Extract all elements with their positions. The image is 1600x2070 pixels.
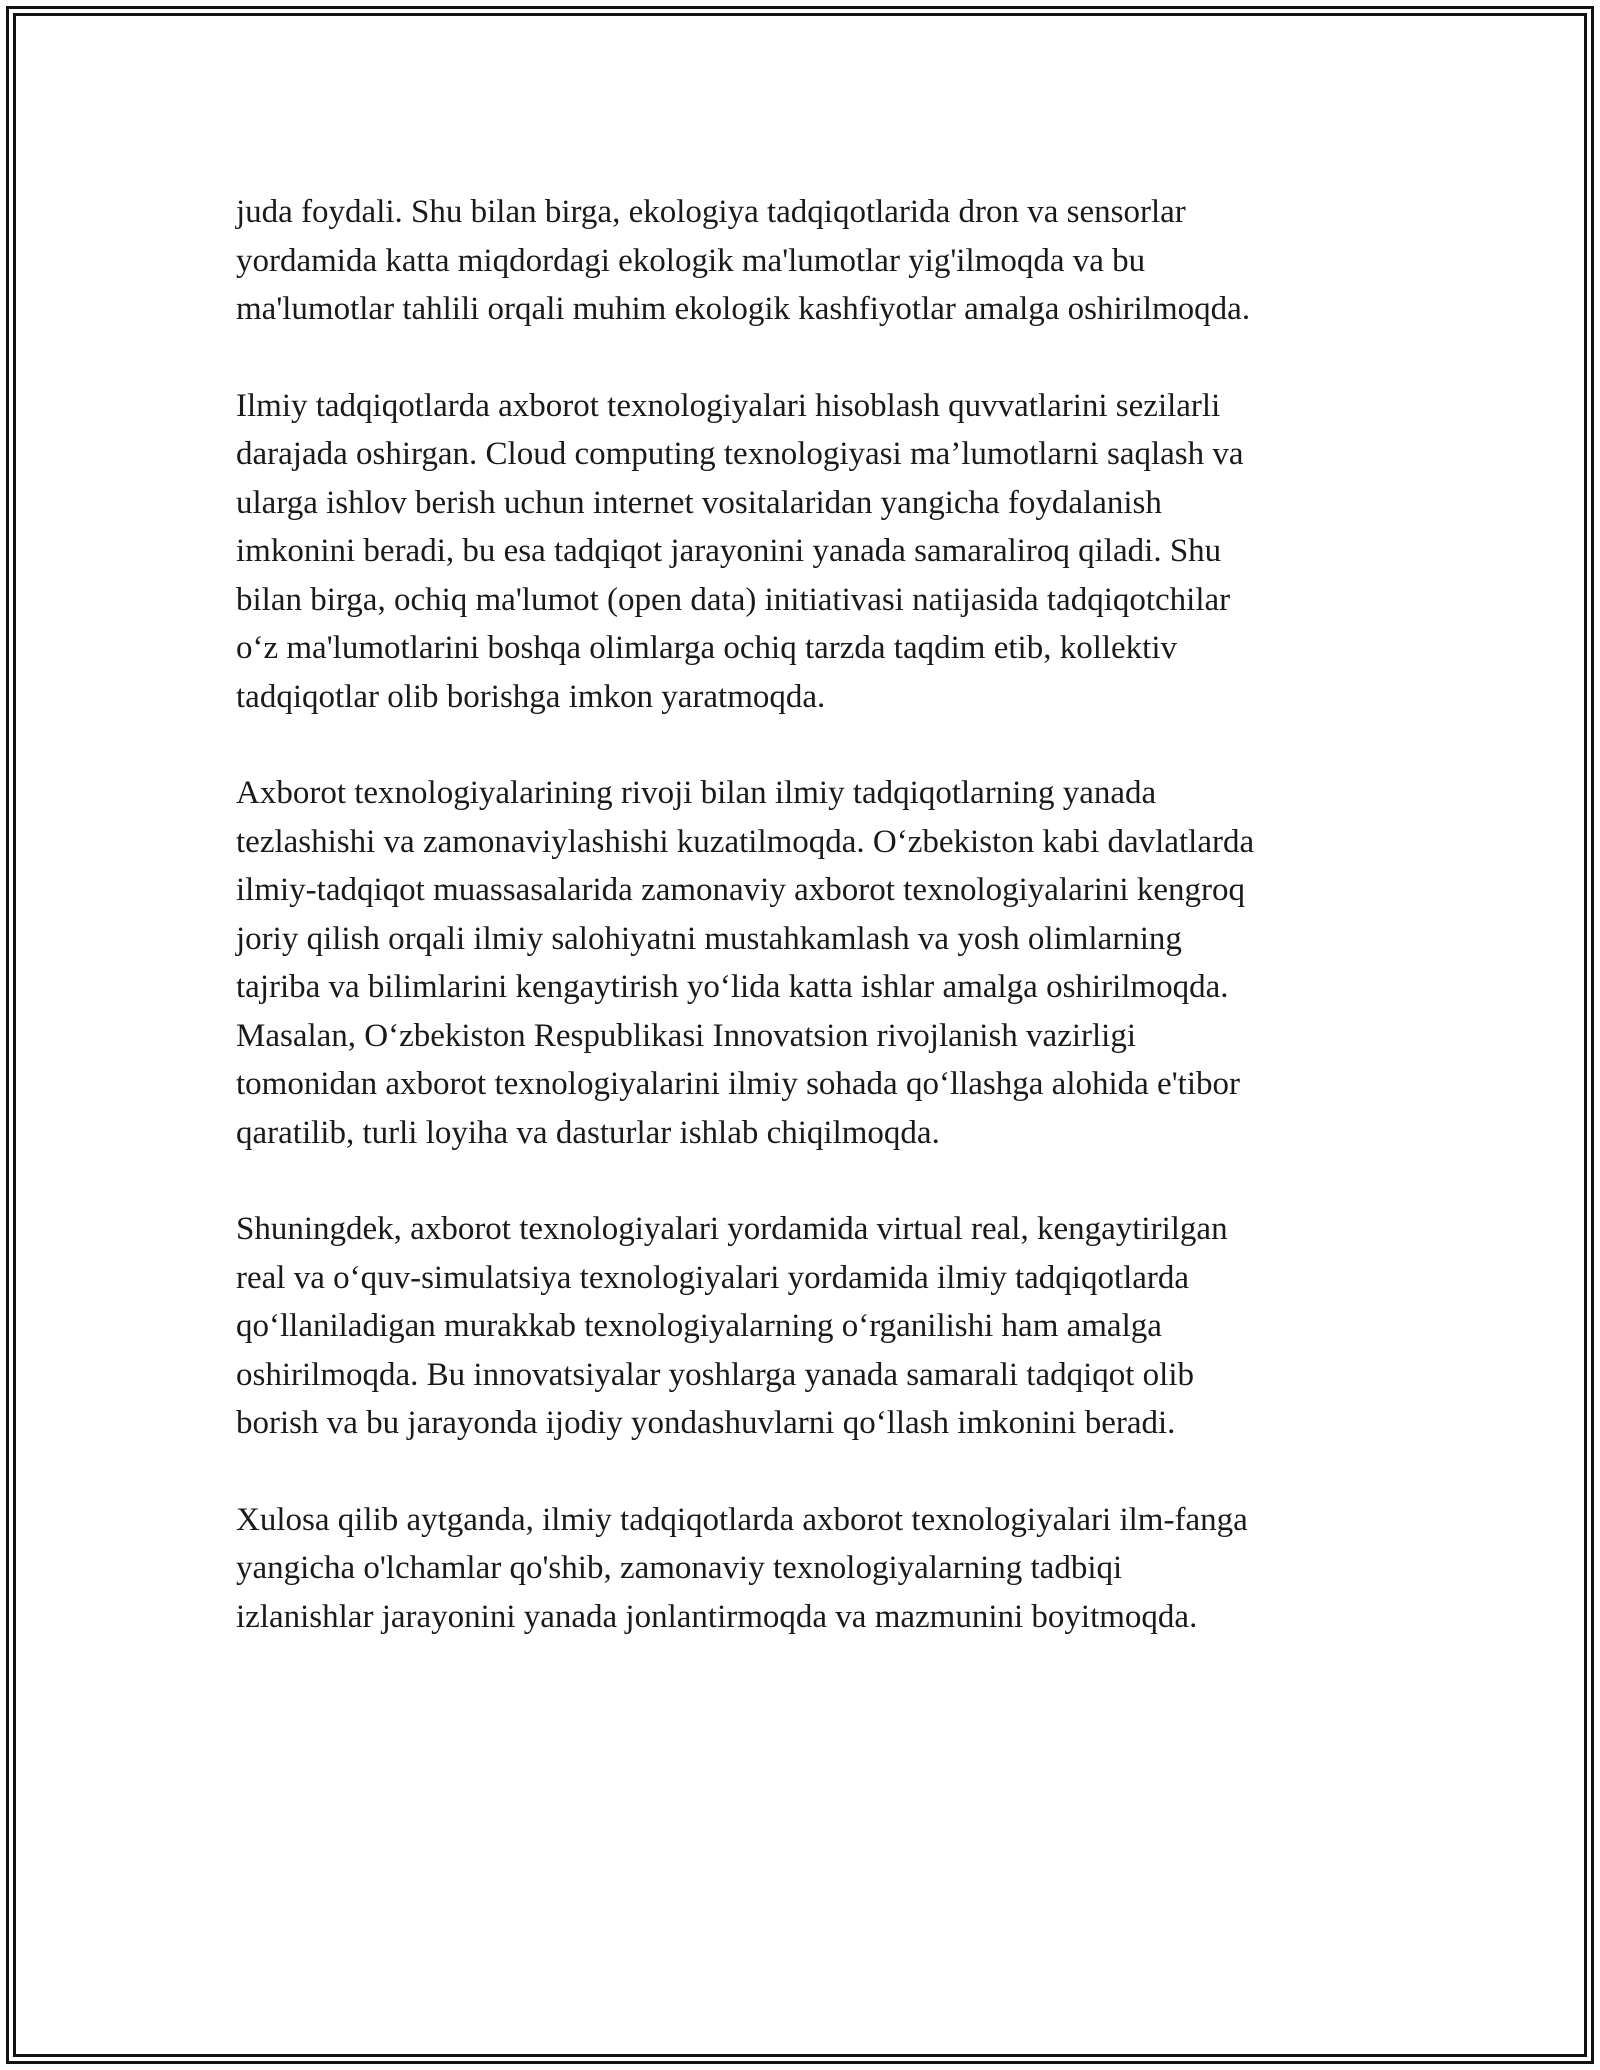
text-line: Masalan, O‘zbekiston Respublikasi Innovatsion rivojlanish vazirligi [236,1017,1137,1054]
text-line: tadqiqotlar olib borishga imkon yaratmoqda. [236,678,826,715]
paragraph-5 [236,1496,1386,1642]
document-body [236,188,1386,1689]
text-line: Shuningdek, axborot texnologiyalari yordamida virtual real, kengaytirilgan [236,1211,1228,1247]
text-line: tomonidan axborot texnologiyalarini ilmiy sohada qo‘llashga alohida e'tibor [236,1066,1240,1102]
text-line: joriy qilish orqali ilmiy salohiyatni mustahkamlash va yosh olimlarning [236,920,1182,957]
text-line: darajada oshirgan. Cloud computing texnologiyasi ma’lumotlarni saqlash va [236,436,1244,472]
text-line: Ilmiy tadqiqotlarda axborot texnologiyalari hisoblash quvvatlarini sezilarli [236,387,1221,424]
text-line: borish va bu jarayonda ijodiy yondashuvlarni qo‘llash imkonini beradi. [236,1405,1176,1441]
text-line: yangicha o'lchamlar qo'shib, zamonaviy texnologiyalarning tadbiqi [236,1550,1123,1586]
text-line: juda foydali. Shu bilan birga, ekologiya tadqiqotlarida dron va sensorlar [236,194,1186,230]
text-line: tajriba va bilimlarini kengaytirish yo‘lida katta ishlar amalga oshirilmoqda. [236,969,1229,1005]
text-line: bilan birga, ochiq ma'lumot (open data) initiativasi natijasida tadqiqotchilar [236,581,1231,618]
paragraph-3 [236,769,1386,1157]
text-line: imkonini beradi, bu esa tadqiqot jarayonini yanada samaraliroq qiladi. Shu [236,533,1222,569]
paragraph-4 [236,1205,1386,1448]
paragraph-2 [236,382,1386,722]
text-line: Axborot texnologiyalarining rivoji bilan ilmiy tadqiqotlarning yanada [236,775,1157,811]
text-line: oshirilmoqda. Bu innovatsiyalar yoshlarga yanada samarali tadqiqot olib [236,1356,1195,1393]
text-line: ularga ishlov berish uchun internet vositalaridan yangicha foydalanish [236,484,1162,521]
text-line: izlanishlar jarayonini yanada jonlantirmoqda va mazmunini boyitmoqda. [236,1598,1198,1635]
text-line: tezlashishi va zamonaviylashishi kuzatilmoqda. O‘zbekiston kabi davlatlarda [236,823,1255,860]
text-line: Xulosa qilib aytganda, ilmiy tadqiqotlarda axborot texnologiyalari ilm-fanga [236,1501,1248,1538]
text-line: yordamida katta miqdordagi ekologik ma'lumotlar yig'ilmoqda va bu [236,242,1146,279]
text-line: o‘z ma'lumotlarini boshqa olimlarga ochiq tarzda taqdim etib, kollektiv [236,630,1178,666]
text-line: qo‘llaniladigan murakkab texnologiyalarning o‘rganilishi ham amalga [236,1308,1162,1344]
text-line: qaratilib, turli loyiha va dasturlar ishlab chiqilmoqda. [236,1114,940,1151]
paragraph-1 [236,188,1386,334]
text-line: ilmiy-tadqiqot muassasalarida zamonaviy axborot texnologiyalarini kengroq [236,872,1245,908]
text-line: ma'lumotlar tahlili orqali muhim ekologik kashfiyotlar amalga oshirilmoqda. [236,291,1251,327]
text-line: real va o‘quv-simulatsiya texnologiyalari yordamida ilmiy tadqiqotlarda [236,1259,1190,1296]
